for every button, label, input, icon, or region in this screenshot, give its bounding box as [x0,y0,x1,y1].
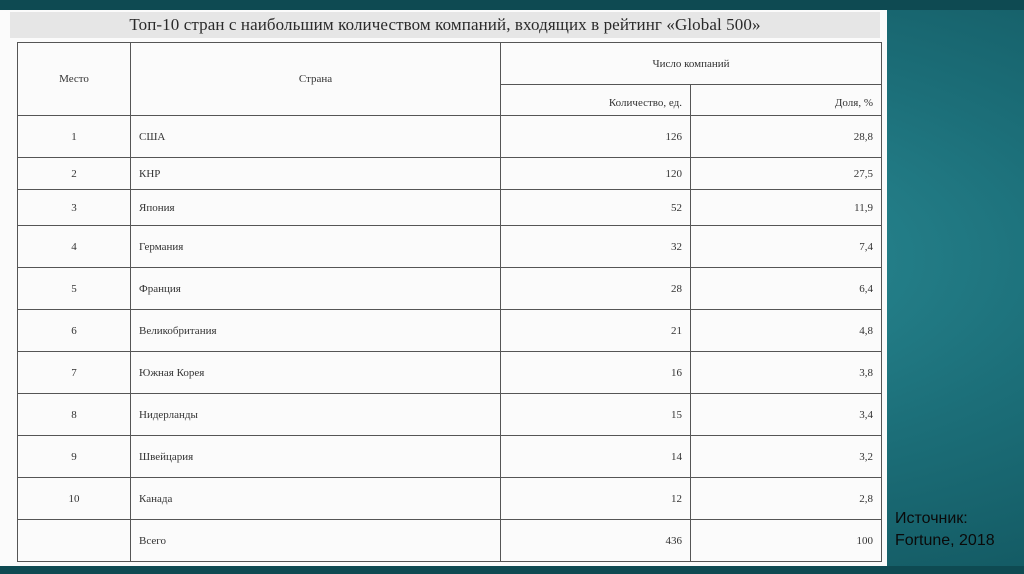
table-row [18,226,882,268]
cell-count: 28 [501,268,691,310]
cell-share: 4,8 [691,310,882,352]
total-row [18,520,882,562]
cell-count: 15 [501,394,691,436]
cell-count: 21 [501,310,691,352]
table-title: Топ-10 стран с наибольшим количеством компаний, входящих в рейтинг «Global 500» [10,12,880,38]
cell-country: США [131,116,501,158]
total-count: 436 [501,520,691,562]
cell-place: 5 [18,268,131,310]
cell-share: 6,4 [691,268,882,310]
table-row [18,436,882,478]
companies-table [17,42,882,562]
cell-count: 14 [501,436,691,478]
cell-country: Южная Корея [131,352,501,394]
cell-share: 3,4 [691,394,882,436]
table-row [18,394,882,436]
cell-place: 9 [18,436,131,478]
cell-place: 8 [18,394,131,436]
table-row [18,268,882,310]
cell-place: 1 [18,116,131,158]
cell-country: Нидерланды [131,394,501,436]
header-share: Доля, % [691,85,882,116]
cell-place: 4 [18,226,131,268]
header-country: Страна [131,43,501,116]
header-count: Количество, ед. [501,85,691,116]
cell-country: Швейцария [131,436,501,478]
total-empty-cell [18,520,131,562]
cell-share: 27,5 [691,158,882,190]
header-place: Место [18,43,131,116]
cell-count: 16 [501,352,691,394]
cell-share: 2,8 [691,478,882,520]
cell-place: 10 [18,478,131,520]
cell-place: 6 [18,310,131,352]
header-group: Число компаний [501,43,882,85]
cell-place: 7 [18,352,131,394]
cell-share: 3,8 [691,352,882,394]
table-row [18,158,882,190]
cell-place: 2 [18,158,131,190]
cell-country: Канада [131,478,501,520]
cell-country: КНР [131,158,501,190]
cell-count: 52 [501,190,691,226]
table-row [18,352,882,394]
total-label: Всего [131,520,501,562]
cell-count: 12 [501,478,691,520]
cell-place: 3 [18,190,131,226]
source-label: Источник: [895,510,968,527]
cell-share: 28,8 [691,116,882,158]
source-value: Fortune, 2018 [895,532,995,549]
cell-count: 126 [501,116,691,158]
cell-count: 32 [501,226,691,268]
total-share: 100 [691,520,882,562]
table-row [18,116,882,158]
source-note [895,508,1023,552]
top-band [0,0,1024,10]
cell-share: 7,4 [691,226,882,268]
cell-country: Япония [131,190,501,226]
cell-country: Германия [131,226,501,268]
cell-country: Франция [131,268,501,310]
cell-share: 3,2 [691,436,882,478]
cell-country: Великобритания [131,310,501,352]
table-row [18,190,882,226]
cell-share: 11,9 [691,190,882,226]
bottom-band [0,566,1024,574]
cell-count: 120 [501,158,691,190]
document-page [0,10,887,566]
table-row [18,310,882,352]
table-row [18,478,882,520]
